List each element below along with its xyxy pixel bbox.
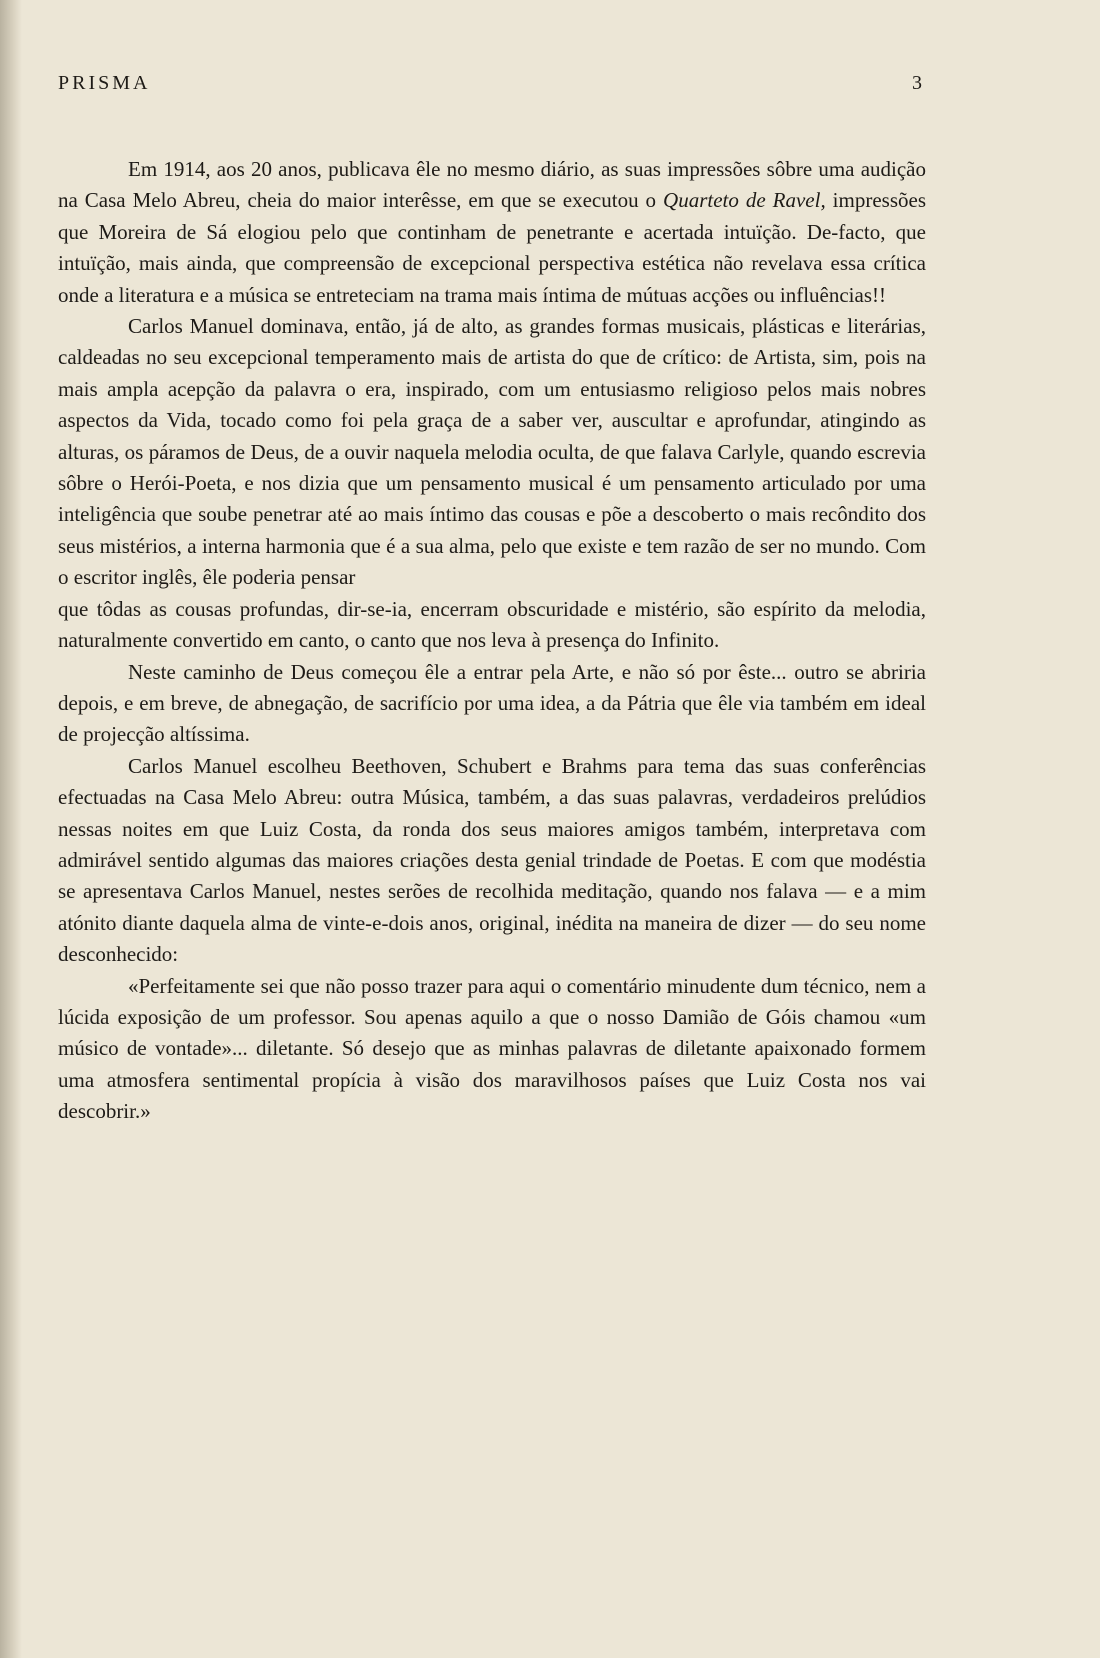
page-number: 3 (912, 72, 922, 94)
paragraph-1 (58, 154, 926, 311)
block-quote-2-text: «Perfeitamente sei que não posso trazer para aqui o comentário minudente dum técnico, nem a lúcida exposição de um professor. Sou apenas aquilo a que o nosso Damião de Góis chamou «um músico de vontade»... diletante. Só desejo que as minhas palavras de diletante apaixonado formem uma atmosfera sentimental propícia à visão dos maravilhosos países que Luiz Costa nos vai descobrir.» (58, 973, 926, 1124)
running-header (58, 72, 922, 95)
block-quote-1: que tôdas as cousas profundas, dir-se-ia, encerram obscuridade e mistério, são espírito da melodia, naturalmente convertido em canto, o canto que nos leva à presença do Infinito. (58, 596, 926, 653)
block-quote-2 (58, 971, 926, 1128)
paragraph-1-part-b: impressões que Moreira de Sá elogiou pelo que continham de penetrante e acertada intuïção. De-facto, que intuïção, mais ainda, que compreensão de excepcional perspectiva estética não revelava essa crítica onde a literatura e a música se entreteciam na trama mais íntima de mútuas acções ou influências!! (58, 188, 927, 307)
paragraph-4: Carlos Manuel escolheu Beethoven, Schubert e Brahms para tema das suas conferências efectuadas na Casa Melo Abreu: outra Música, também, a das suas palavras, verdadeiros prelúdios nessas noites em que Luiz Costa, da ronda dos seus maiores amigos também, interpretava com admirável sentido algumas das maiores criações desta genial trindade de Poetas. E com que modéstia se apresentava Carlos Manuel, nestes serões de recolhida meditação, quando nos falava — e a mim atónito diante daquela alma de vinte-e-dois anos, original, inédita na maneira de dizer — do seu nome desconhecido: (58, 753, 926, 967)
body-text (58, 154, 926, 1128)
paragraph-3: Neste caminho de Deus começou êle a entrar pela Arte, e não só por êste... outro se abriria depois, e em breve, de abnegação, de sacrifício por uma idea, a da Pátria que êle via também em ideal de projecção altíssima. (58, 659, 926, 747)
paragraph-1-part-a: Em 1914, aos 20 anos, publicava êle no mesmo diário, as suas impressões sôbre uma audição na Casa Melo Abreu, cheia do maior interêsse, em que se executou o (58, 157, 926, 213)
paragraph-2: Carlos Manuel dominava, então, já de alto, as grandes formas musicais, plásticas e literárias, caldeadas no seu excepcional temperamento mais de artista do que de crítico: de Artista, sim, pois na mais ampla acepção da palavra o era, inspirado, com um entusiasmo religioso pelos mais nobres aspectos da Vida, tocado como foi pela graça de a saber ver, auscultar e aprofundar, atingindo as alturas, os páramos de Deus, de a ouvir naquela melodia oculta, de que falava Carlyle, quando escrevia sôbre o Herói-Poeta, e nos dizia que um pensamento musical é um pensamento articulado por uma inteligência que soube penetrar até ao mais íntimo das cousas e põe a descoberto o mais recôndito dos seus mistérios, a interna harmonia que é a sua alma, pelo que existe e tem razão de ser no mundo. Com o escritor inglês, êle poderia pensar (58, 314, 926, 590)
running-title: PRISMA (58, 72, 151, 94)
work-title-italic: Quarteto de Ravel, (663, 188, 826, 213)
